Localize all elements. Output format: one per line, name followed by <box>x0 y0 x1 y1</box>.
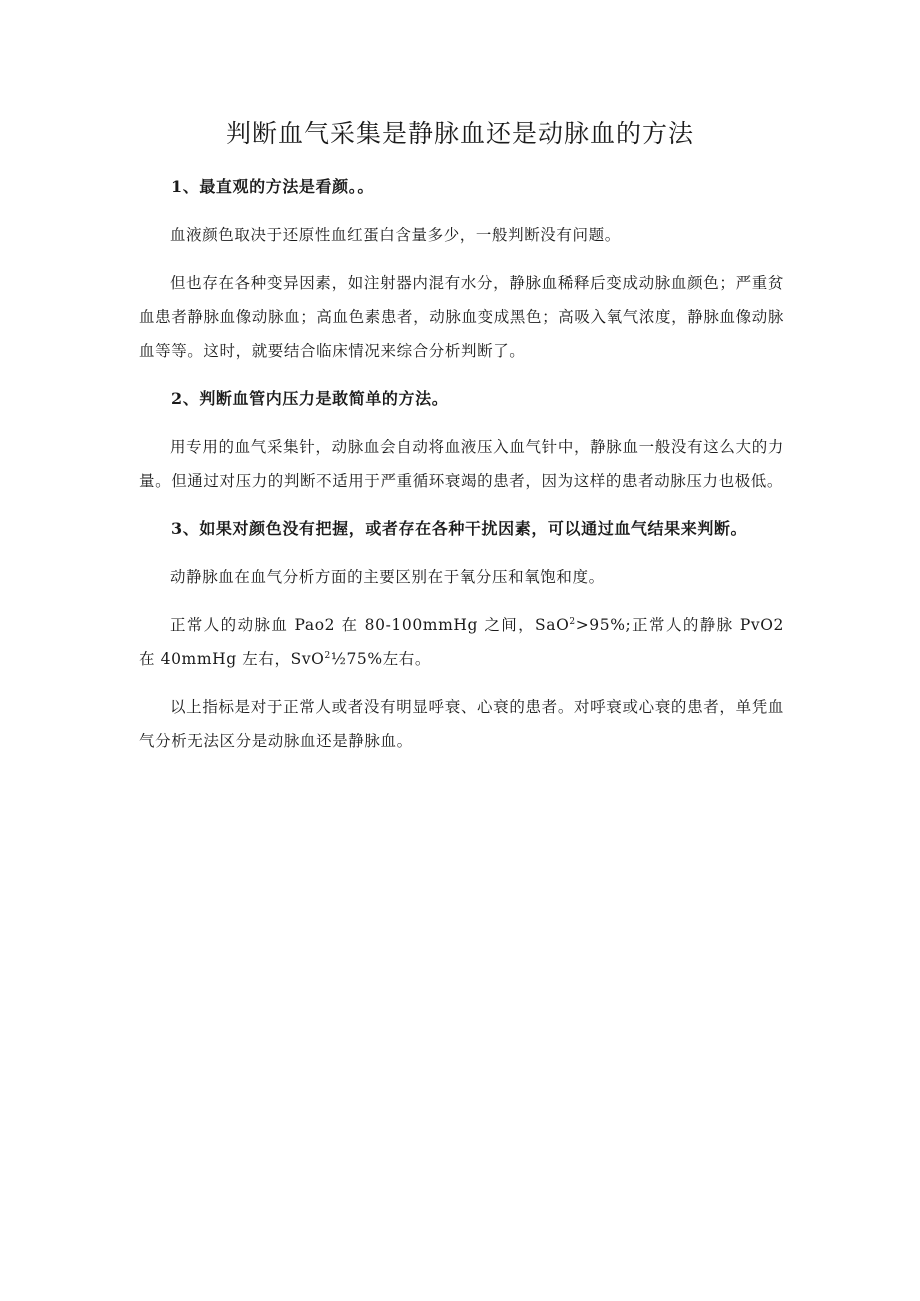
section-2-heading: 2、判断血管内压力是敢简单的方法。 <box>171 389 449 408</box>
normal-values-text-1: 正常人的动脉血 Pao2 在 80-100mmHg 之间，SaO <box>170 616 570 634</box>
normal-values-paragraph <box>139 608 784 676</box>
normal-values-text-3: ½75%左右。 <box>330 650 432 668</box>
document-title: 判断血气采集是静脉血还是动脉血的方法 <box>225 119 694 148</box>
section-2-paragraph-1: 用专用的血气采集针，动脉血会自动将血液压入血气针中，静脉血一般没有这么大的力量。但通过对压力的判断不适用于严重循环衰竭的患者，因为这样的患者动脉压力也极低。 <box>139 438 784 490</box>
section-1-heading: 1、最直观的方法是看颜。。 <box>171 177 374 196</box>
section-1-paragraph-1: 血液颜色取决于还原性血红蛋白含量多少，一般判断没有问题。 <box>170 226 621 244</box>
normal-values-sup-1: 2 <box>569 616 576 627</box>
section-3-heading: 3、如果对颜色没有把握，或者存在各种干扰因素，可以通过血气结果来判断。 <box>171 519 748 538</box>
document-body <box>139 170 784 772</box>
normal-values-text-2: >95%;正常人的静脉 PvO2 在 40mmHg 左右，SvO <box>139 616 784 668</box>
section-1-paragraph-2: 但也存在各种变异因素，如注射器内混有水分，静脉血稀释后变成动脉血颜色；严重贫血患者静脉血像动脉血；高血色素患者，动脉血变成黑色；高吸入氧气浓度，静脉血像动脉血等等。这时，就要结合临床情况来综合分析判断了。 <box>139 274 784 360</box>
section-3-paragraph-1: 动静脉血在血气分析方面的主要区别在于氧分压和氧饱和度。 <box>170 568 605 586</box>
normal-values-sup-2: 2 <box>324 650 331 661</box>
closing-paragraph: 以上指标是对于正常人或者没有明显呼衰、心衰的患者。对呼衰或心衰的患者，单凭血气分析无法区分是动脉血还是静脉血。 <box>139 698 784 750</box>
